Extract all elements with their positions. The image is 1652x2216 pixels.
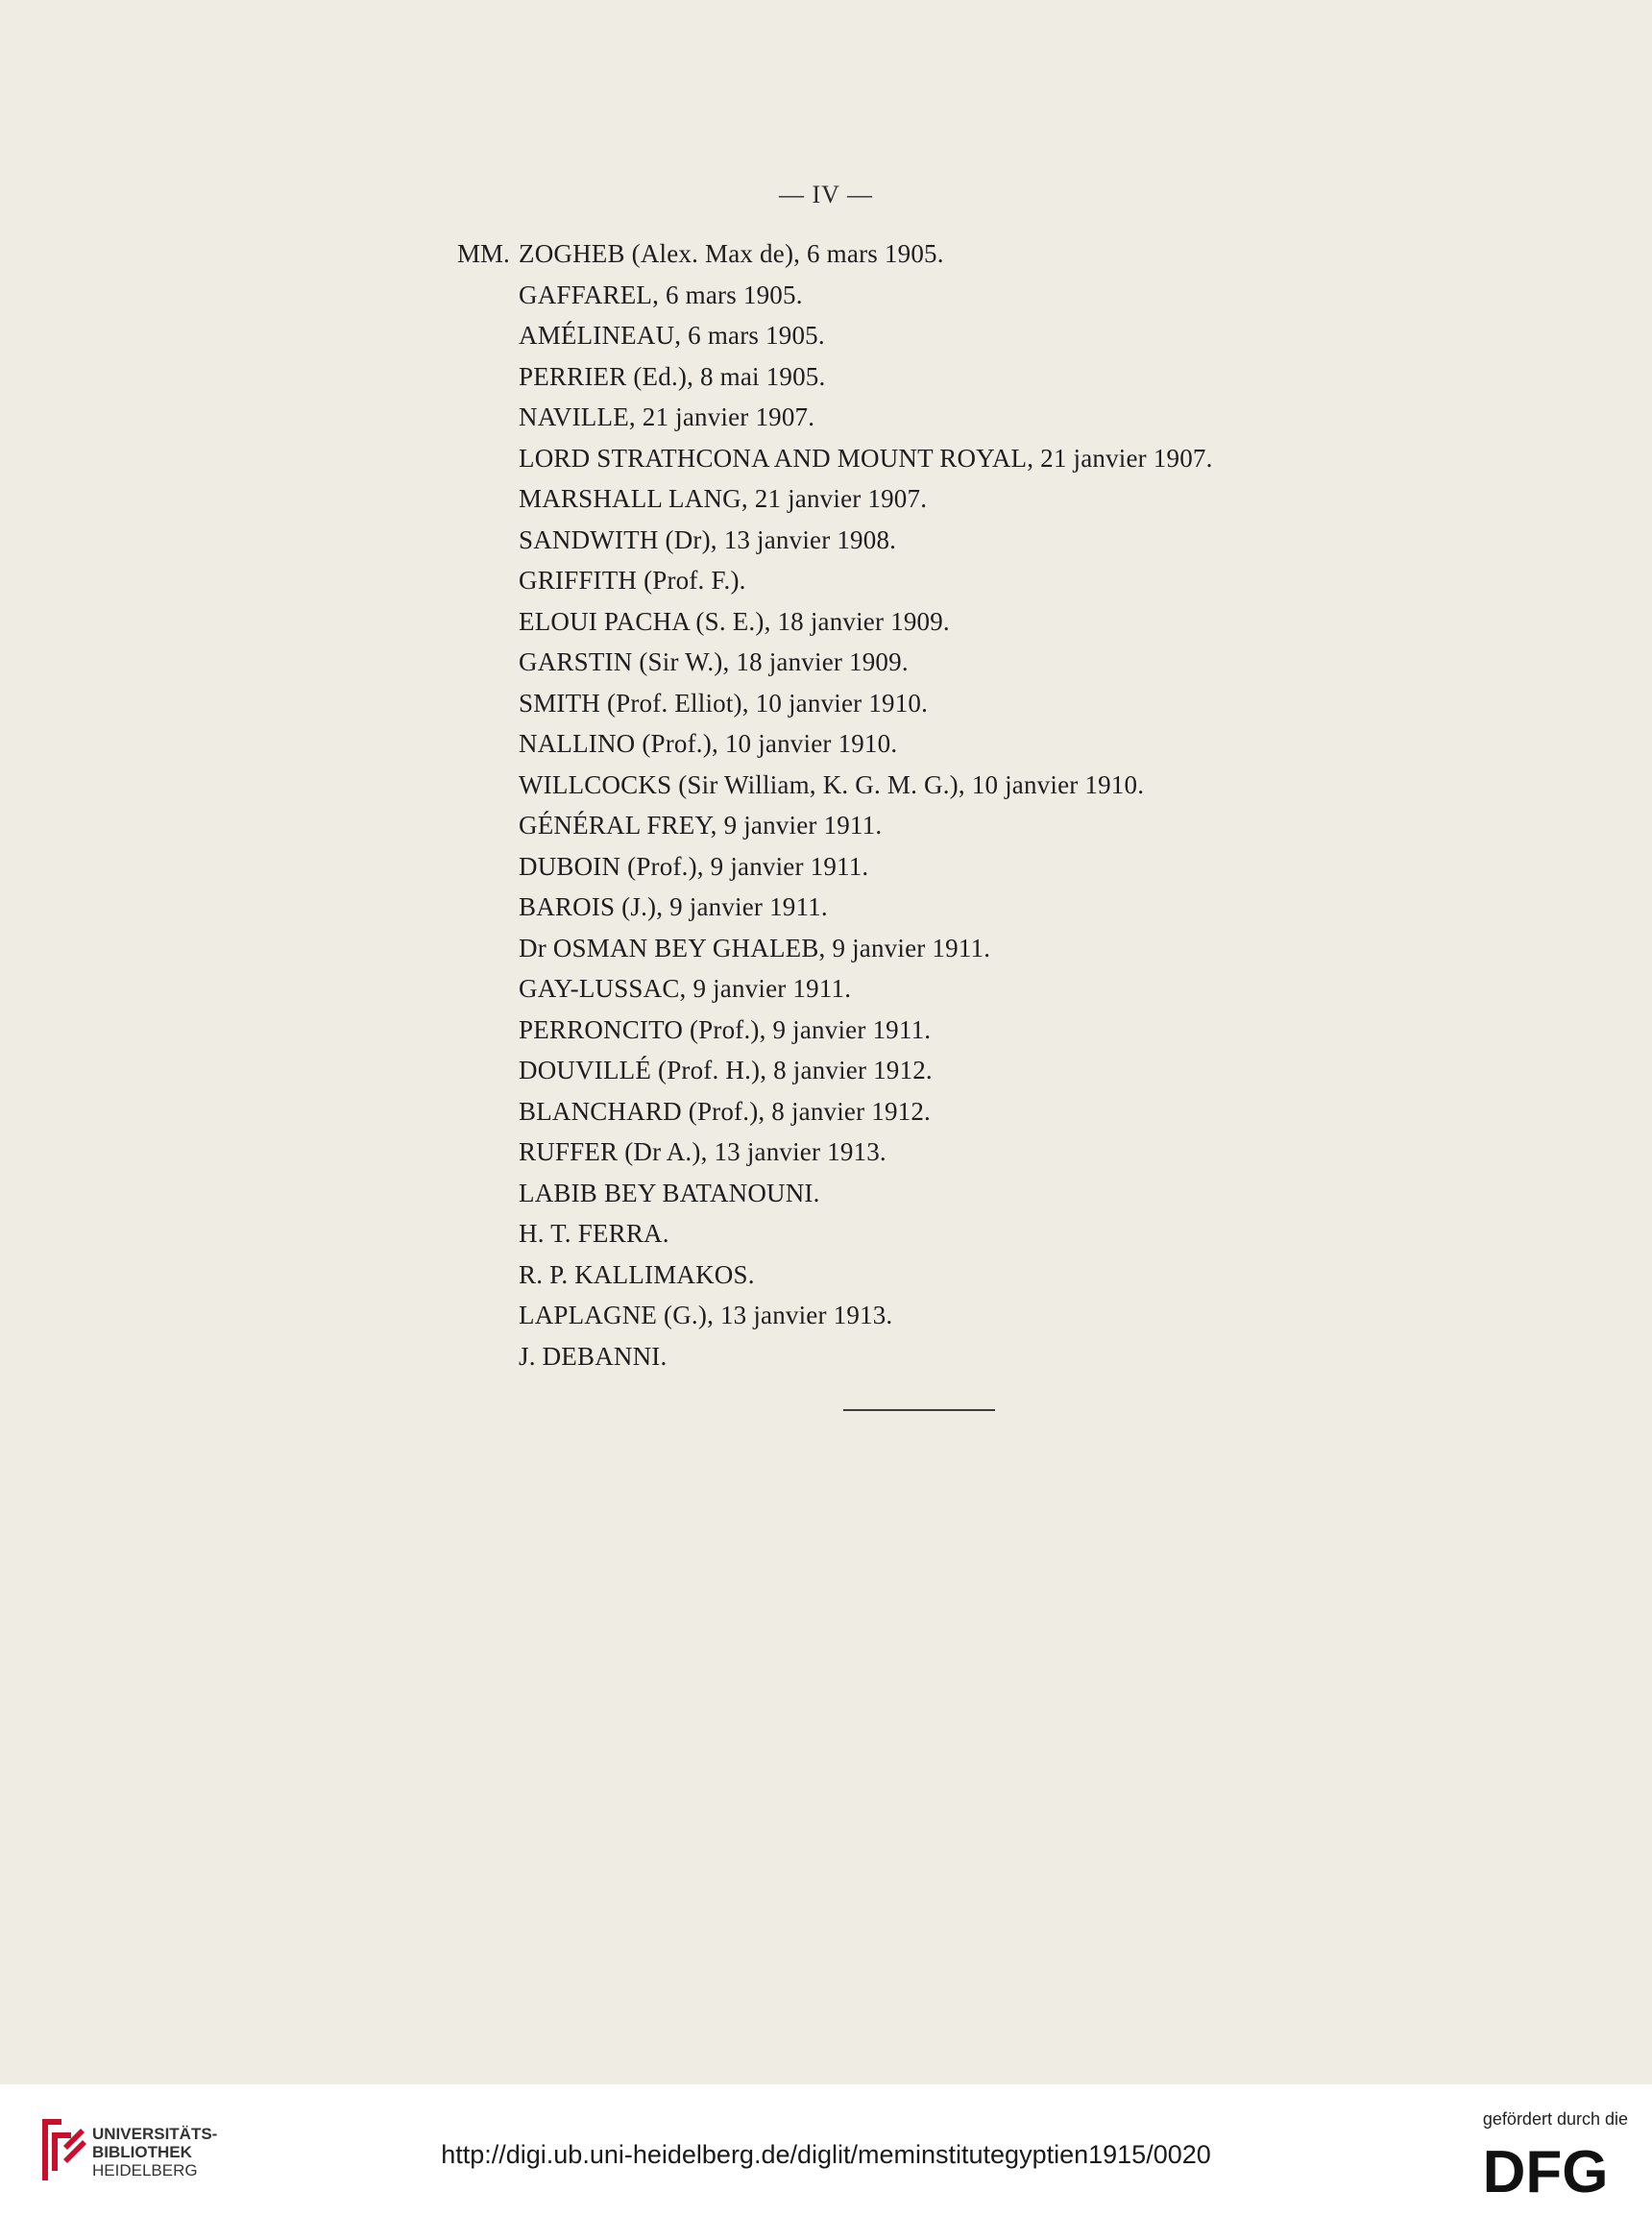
library-name-line: BIBLIOTHEK <box>92 2143 192 2161</box>
funding-note: gefördert durch die <box>1482 2109 1628 2129</box>
list-item: LABIB BEY BATANOUNI. <box>519 1178 820 1207</box>
list-item: NAVILLE, 21 janvier 1907. <box>519 402 815 431</box>
list-item: AMÉLINEAU, 6 mars 1905. <box>519 321 825 350</box>
list-item: GAFFAREL, 6 mars 1905. <box>519 280 803 309</box>
list-item: PERRONCITO (Prof.), 9 janvier 1911. <box>519 1014 932 1044</box>
dfg-logo-text: DFG <box>1482 2140 1609 2200</box>
list-item: ELOUI PACHA (S. E.), 18 janvier 1909. <box>519 606 950 636</box>
list-item: LAPLAGNE (G.), 13 janvier 1913. <box>519 1301 893 1329</box>
list-item: WILLCOCKS (Sir William, K. G. M. G.), 10 janvier 1910. <box>519 769 1145 799</box>
dfg-logo-icon[interactable] <box>1464 2140 1627 2200</box>
list-item: H. T. FERRA. <box>519 1219 669 1248</box>
list-item: LORD STRATHCONA AND MOUNT ROYAL, 21 janvier 1907. <box>519 443 1213 473</box>
library-name-line: UNIVERSITÄTS- <box>92 2125 218 2143</box>
list-item: NALLINO (Prof.), 10 janvier 1910. <box>519 729 898 758</box>
list-item: DOUVILLÉ (Prof. H.), 8 janvier 1912. <box>519 1056 933 1084</box>
list-item: ZOGHEB (Alex. Max de), 6 mars 1905. <box>519 239 944 268</box>
permalink-url[interactable]: http://digi.ub.uni-heidelberg.de/diglit/meminstitutegyptien1915/0020 <box>441 2140 1211 2169</box>
list-item: J. DEBANNI. <box>519 1341 668 1371</box>
page-number: — IV — <box>779 181 873 208</box>
list-item: MARSHALL LANG, 21 janvier 1907. <box>519 484 928 513</box>
list-item: R. P. KALLIMAKOS. <box>519 1259 755 1289</box>
list-item: BLANCHARD (Prof.), 8 janvier 1912. <box>519 1096 932 1126</box>
list-item: RUFFER (Dr A.), 13 janvier 1913. <box>519 1137 887 1166</box>
viewer-footer <box>0 2084 1652 2216</box>
list-item: BAROIS (J.), 9 janvier 1911. <box>519 892 828 921</box>
list-item: PERRIER (Ed.), 8 mai 1905. <box>519 361 826 391</box>
list-item: SMITH (Prof. Elliot), 10 janvier 1910. <box>519 688 929 718</box>
list-item: GRIFFITH (Prof. F.). <box>519 566 746 595</box>
list-item: GARSTIN (Sir W.), 18 janvier 1909. <box>519 647 909 676</box>
library-name-line: HEIDELBERG <box>92 2161 198 2179</box>
list-item: SANDWITH (Dr), 13 janvier 1908. <box>519 524 897 554</box>
list-item: DUBOIN (Prof.), 9 janvier 1911. <box>519 851 869 881</box>
list-item: GAY-LUSSAC, 9 janvier 1911. <box>519 974 852 1003</box>
members-prefix: MM. <box>457 239 510 268</box>
list-item: Dr OSMAN BEY GHALEB, 9 janvier 1911. <box>519 933 991 962</box>
list-item: GÉNÉRAL FREY, 9 janvier 1911. <box>519 811 883 840</box>
closing-rule <box>843 1409 995 1411</box>
